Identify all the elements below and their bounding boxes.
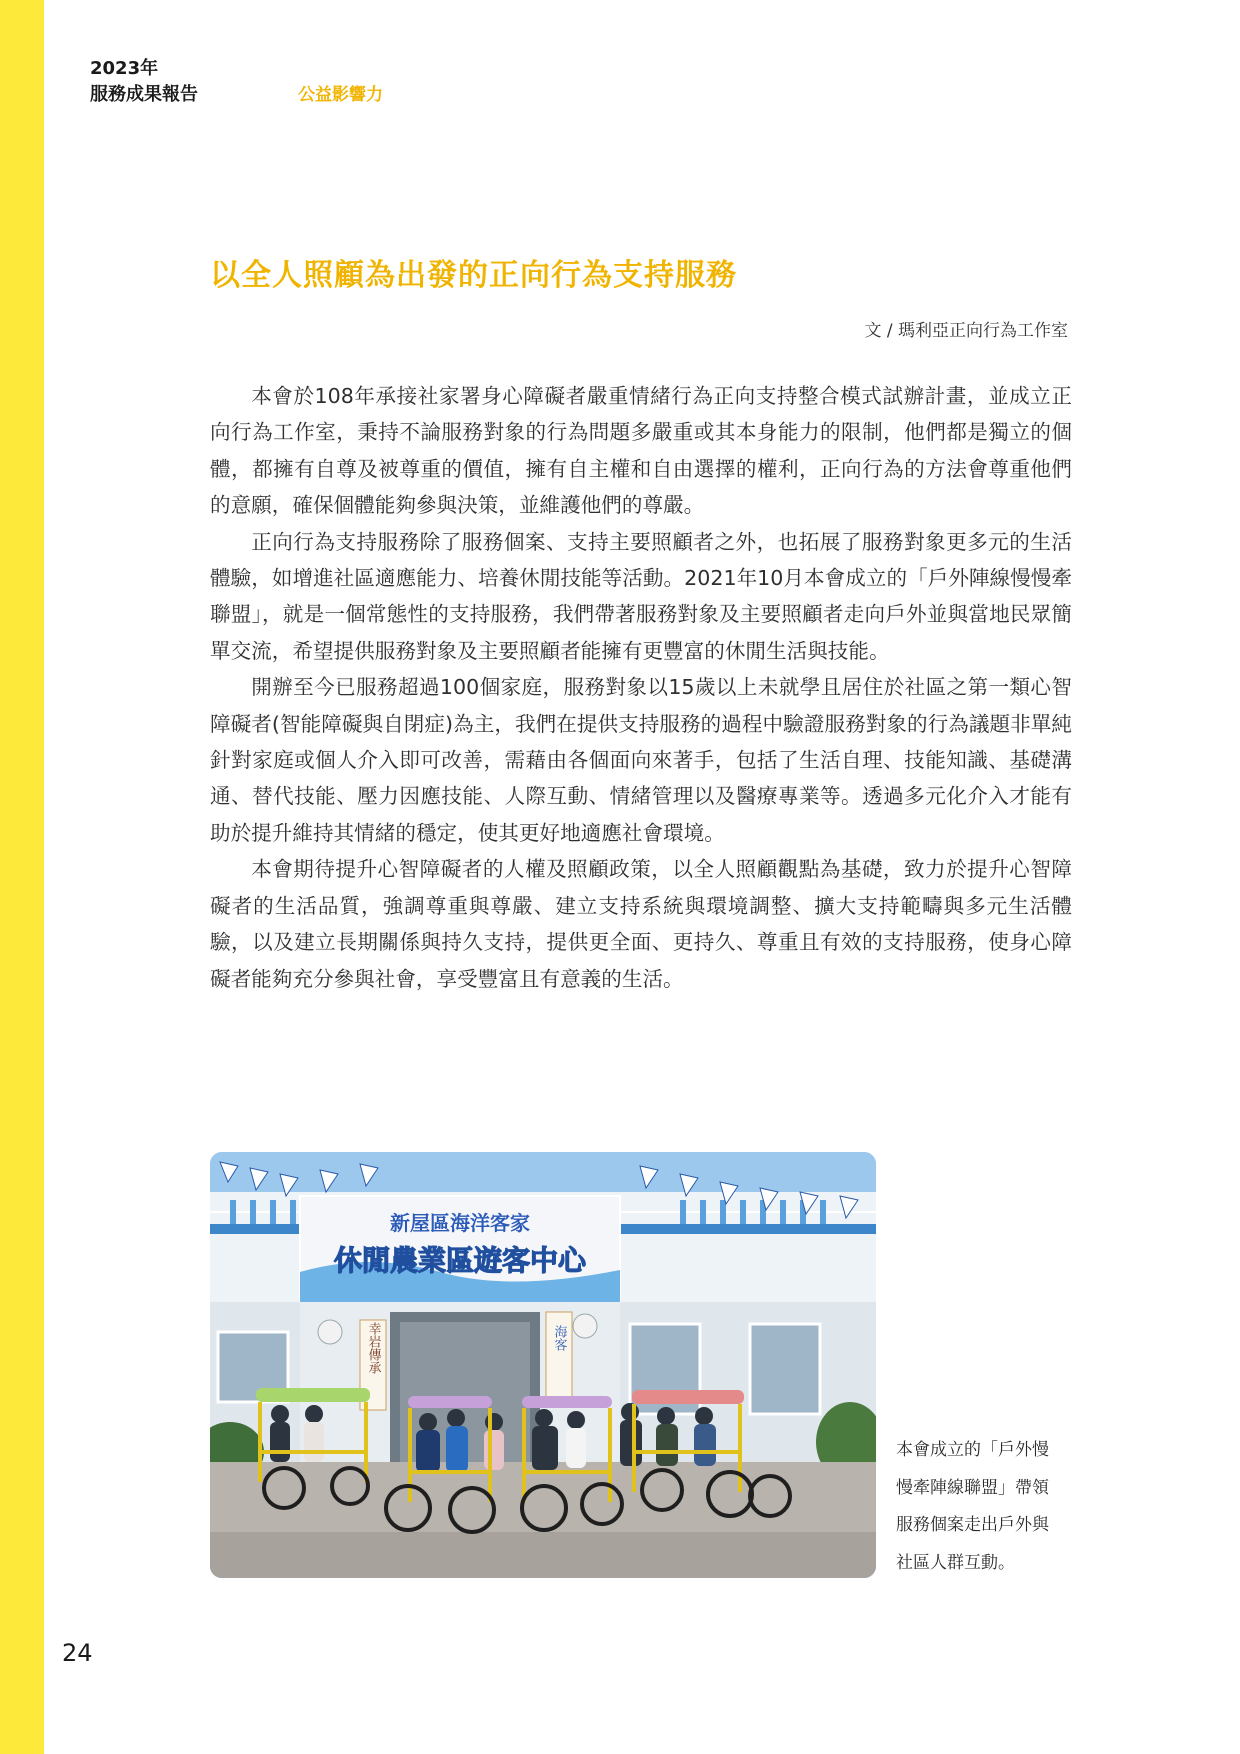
page-number: 24 [62, 1639, 93, 1667]
report-year: 2023年 [90, 58, 159, 79]
article-body [210, 378, 1072, 997]
article-title: 以全人照顧為出發的正向行為支持服務 [210, 258, 737, 293]
sign-line-1: 新屋區海洋客家 [390, 1211, 530, 1235]
banner-right-text: 海客 [551, 1325, 567, 1351]
paragraph: 開辦至今已服務超過100個家庭，服務對象以15歲以上未就學且居住於社區之第一類心智障礙者(智能障礙與自閉症)為主，我們在提供支持服務的過程中驗證服務對象的行為議題非單純針對家庭或個人介入即可改善，需藉由各個面向來著手，包括了生活自理、技能知識、基礎溝通、替代技能、壓力因應技能、人際互動、情緒管理以及醫療專業等。透過多元化介入才能有助於提升維持其情緒的穩定，使其更好地適應社會環境。 [210, 675, 1072, 845]
activity-photo [210, 1152, 876, 1578]
side-accent-bar [0, 0, 44, 1754]
banner-left-text: 幸岩傳承 [365, 1322, 381, 1374]
paragraph: 本會期待提升心智障礙者的人權及照顧政策，以全人照顧觀點為基礎，致力於提升心智障礙者的生活品質，強調尊重與尊嚴、建立支持系統與環境調整、擴大支持範疇與多元生活體驗，以及建立長期關係與持久支持，提供更全面、更持久、尊重且有效的支持服務，使身心障礙者能夠充分參與社會，享受豐富且有意義的生活。 [210, 857, 1072, 991]
sign-line-2: 休閒農業區遊客中心 [333, 1244, 587, 1277]
report-title: 服務成果報告 [90, 84, 198, 105]
article-author: 文 / 瑪利亞正向行為工作室 [864, 321, 1068, 341]
caption-line: 慢牽陣線聯盟」帶領 [896, 1477, 1049, 1498]
caption-line: 社區人群互動。 [896, 1552, 1015, 1573]
paragraph: 本會於108年承接社家署身心障礙者嚴重情緒行為正向支持整合模式試辦計畫，並成立正向行為工作室，秉持不論服務對象的行為問題多嚴重或其本身能力的限制，他們都是獨立的個體，都擁有自尊及被尊重的價值，擁有自主權和自由選擇的權利，正向行為的方法會尊重他們的意願，確保個體能夠參與決策，並維護他們的尊嚴。 [210, 384, 1072, 518]
caption-line: 服務個案走出戶外與 [896, 1515, 1049, 1535]
caption-line: 本會成立的「戶外慢 [896, 1440, 1049, 1460]
section-label: 公益影響力 [298, 85, 383, 105]
photo-caption [896, 1432, 1076, 1582]
paragraph: 正向行為支持服務除了服務個案、支持主要照顧者之外，也拓展了服務對象更多元的生活體驗，如增進社區適應能力、培養休閒技能等活動。2021年10月本會成立的「戶外陣線慢慢牽聯盟」，就是一個常態性的支持服務，我們帶著服務對象及主要照顧者走向戶外並與當地民眾簡單交流，希望提供服務對象及主要照顧者能擁有更豐富的休閒生活與技能。 [210, 529, 1072, 663]
